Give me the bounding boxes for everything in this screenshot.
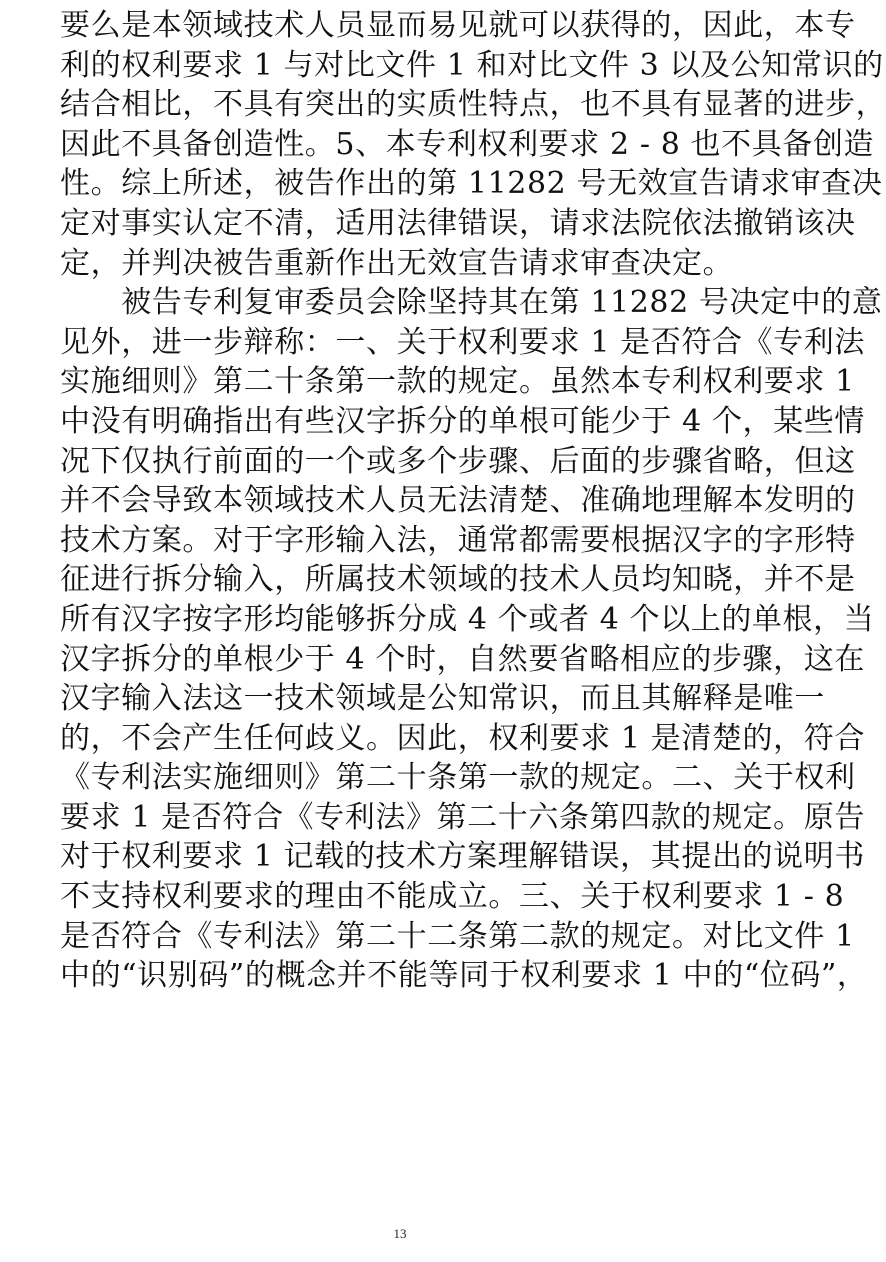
text-line: 并不会导致本领域技术人员无法清楚、准确地理解本发明的 bbox=[60, 483, 856, 519]
page-number: 13 bbox=[393, 1226, 407, 1241]
text-line: 况下仅执行前面的一个或多个步骤、后面的步骤省略，但这 bbox=[60, 443, 856, 479]
text-line: 中的“识别码”的概念并不能等同于权利要求 1 中的“位码”， bbox=[60, 958, 868, 994]
text-line: 所有汉字按字形均能够拆分成 4 个或者 4 个以上的单根，当 bbox=[60, 601, 875, 637]
text-line: 的，不会产生任何歧义。因此，权利要求 1 是清楚的，符合 bbox=[60, 720, 865, 756]
text-line: 要求 1 是否符合《专利法》第二十六条第四款的规定。原告 bbox=[60, 799, 865, 835]
text-line: 因此不具备创造性。5、本专利权利要求 2 - 8 也不具备创造 bbox=[60, 126, 875, 162]
text-line: 中没有明确指出有些汉字拆分的单根可能少于 4 个，某些情 bbox=[60, 403, 865, 439]
text-line: 《专利法实施细则》第二十条第一款的规定。二、关于权利 bbox=[60, 760, 856, 796]
body-text bbox=[60, 6, 886, 996]
text-line: 定，并判决被告重新作出无效宣告请求审查决定。 bbox=[60, 245, 734, 281]
text-line: 对于权利要求 1 记载的技术方案理解错误，其提出的说明书 bbox=[60, 839, 865, 875]
text-line: 结合相比，不具有突出的实质性特点，也不具有显著的进步， bbox=[60, 87, 886, 123]
text-line: 征进行拆分输入，所属技术领域的技术人员均知晓，并不是 bbox=[60, 562, 856, 598]
text-line: 实施细则》第二十条第一款的规定。虽然本专利权利要求 1 bbox=[60, 364, 855, 400]
text-line: 性。综上所述，被告作出的第 11282 号无效宣告请求审查决 bbox=[60, 166, 883, 202]
text-line: 汉字拆分的单根少于 4 个时，自然要省略相应的步骤，这在 bbox=[60, 641, 865, 677]
text-line: 是否符合《专利法》第二十二条第二款的规定。对比文件 1 bbox=[60, 918, 855, 954]
text-line: 被告专利复审委员会除坚持其在第 11282 号决定中的意 bbox=[60, 285, 883, 321]
text-line: 技术方案。对于字形输入法，通常都需要根据汉字的字形特 bbox=[60, 522, 856, 558]
text-line: 不支持权利要求的理由不能成立。三、关于权利要求 1 - 8 bbox=[60, 879, 845, 915]
text-line: 要么是本领域技术人员显而易见就可以获得的，因此，本专 bbox=[60, 8, 856, 43]
text-line: 见外，进一步辩称：一、关于权利要求 1 是否符合《专利法 bbox=[60, 324, 865, 360]
text-line: 利的权利要求 1 与对比文件 1 和对比文件 3 以及公知常识的 bbox=[60, 47, 884, 83]
text-line: 汉字输入法这一技术领域是公知常识，而且其解释是唯一 bbox=[60, 681, 825, 717]
text-line: 定对事实认定不清，适用法律错误，请求法院依法撤销该决 bbox=[60, 205, 856, 241]
